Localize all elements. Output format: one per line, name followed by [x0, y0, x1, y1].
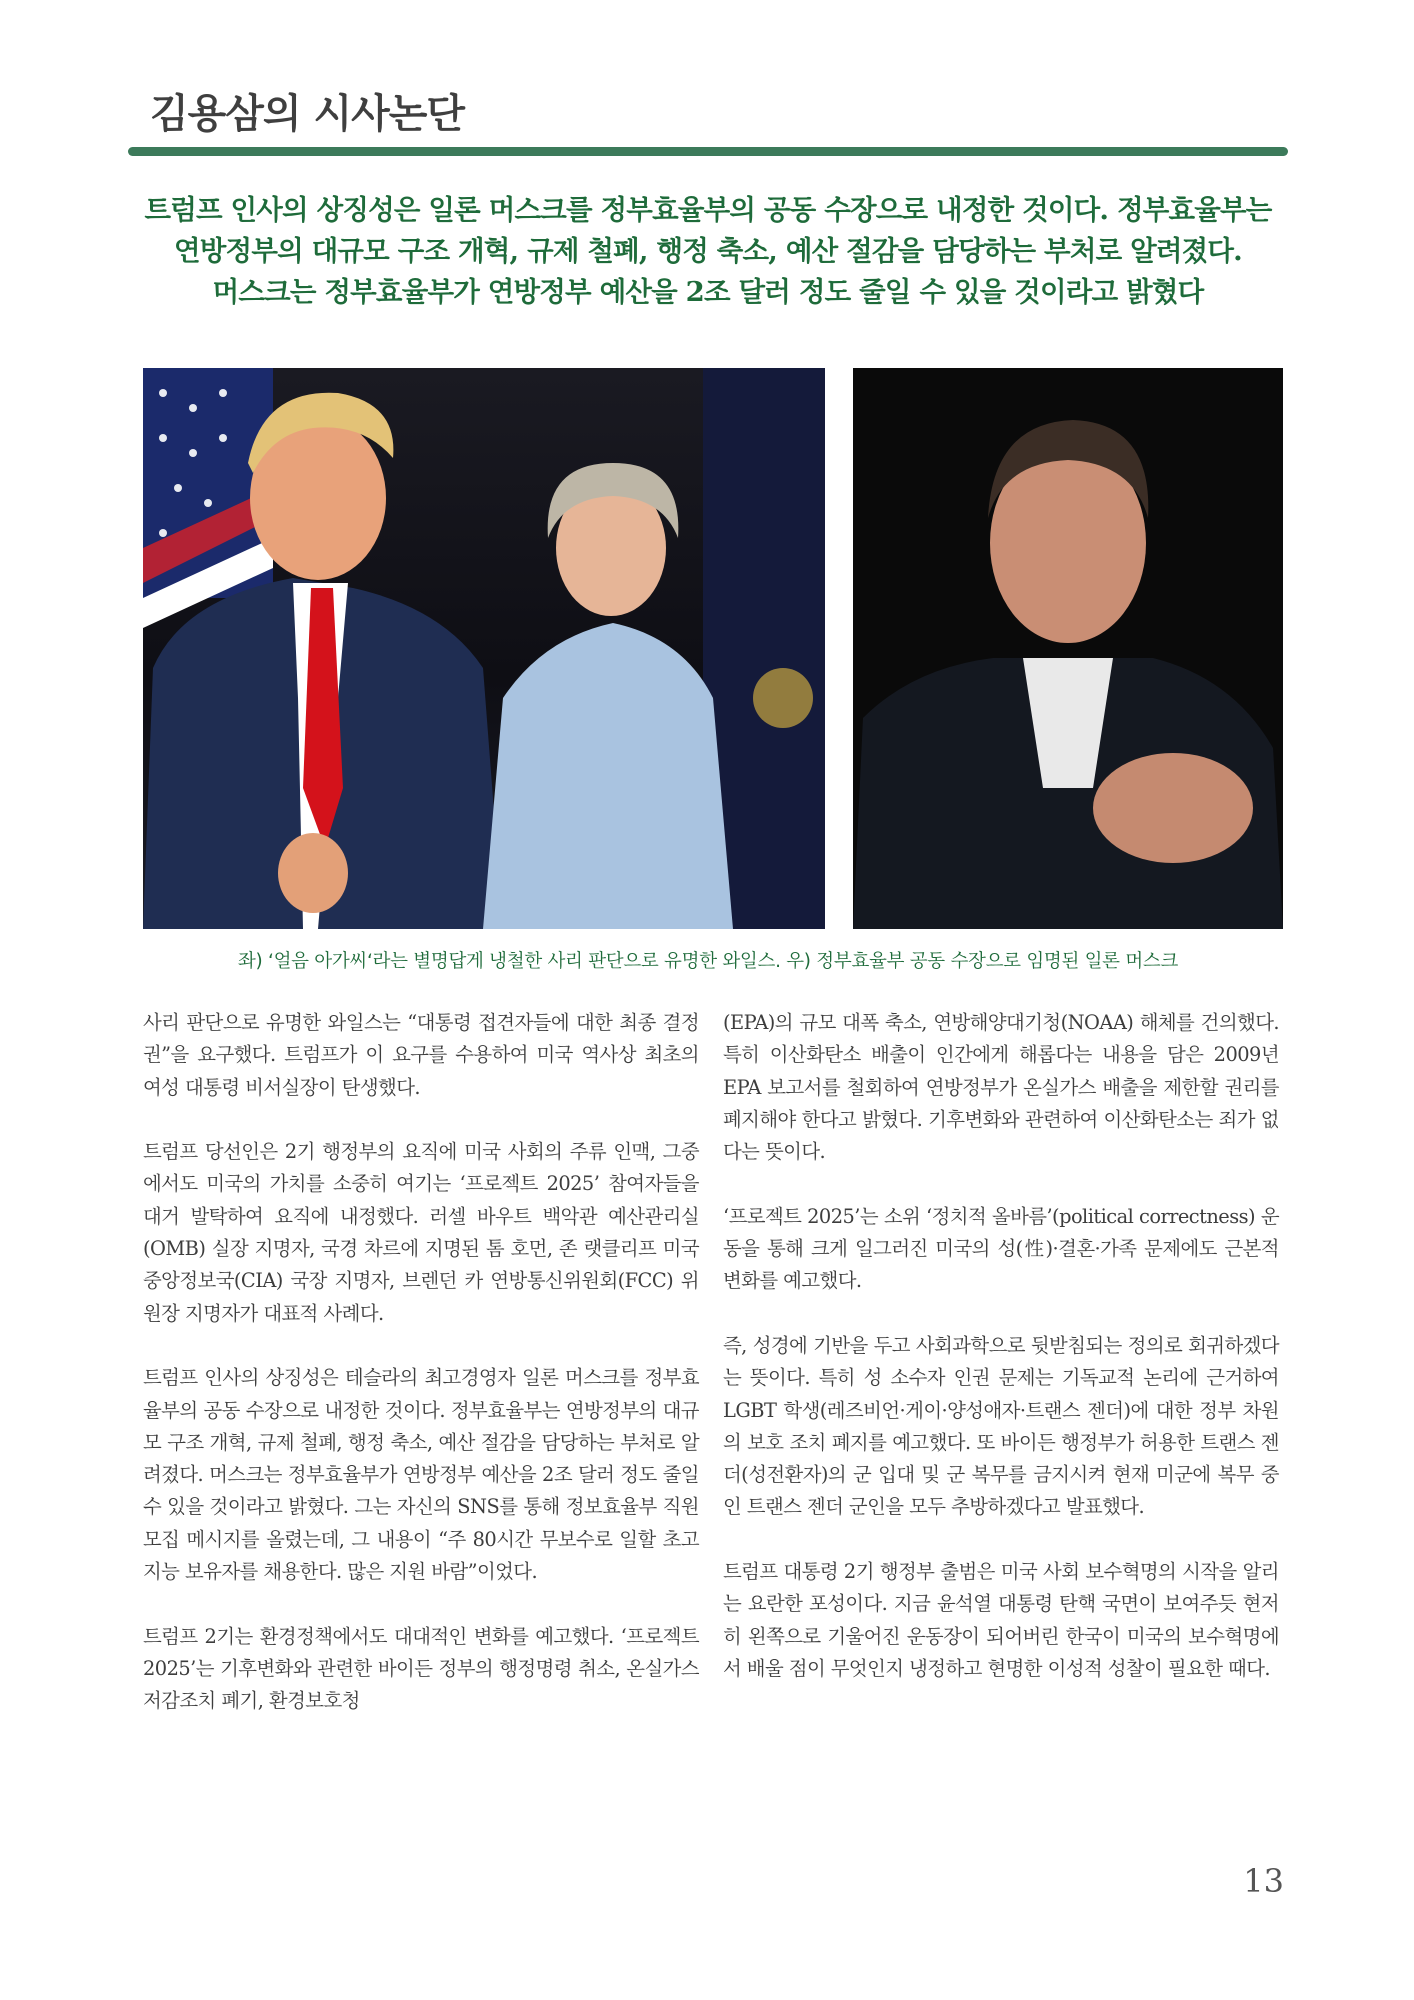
article-paragraph: 트럼프 당선인은 2기 행정부의 요직에 미국 사회의 주류 인맥, 그중에서도 미국의 가치를 소중히 여기는 ‘프로젝트 2025’ 참여자들을 대거 발탁하여 요직에 내정했다. 러셀 바우트 백악관 예산관리실(OMB) 실장 지명자, 국경 차르에 지명된 톰 호먼, 존 랫클리프 미국 중앙정보국(CIA) 국장 지명자, 브렌던 카 연방통신위원회(FCC) 위원장 지명자가 대표적 사례다.	[143, 1140, 699, 1325]
article-paragraph: ‘프로젝트 2025’는 소위 ‘정치적 올바름’(political correctness) 운동을 통해 크게 일그러진 미국의 성(性)·결혼·가족 문제에도 근본적 변화를 예고했다.	[723, 1204, 1279, 1293]
article-paragraph: (EPA)의 규모 대폭 축소, 연방해양대기청(NOAA) 해체를 건의했다. 특히 이산화탄소 배출이 인간에게 해롭다는 내용을 담은 2009년 EPA 보고서를 철회하여 연방정부가 온실가스 배출을 제한할 권리를 폐지해야 한다고 밝혔다. 기후변화와 관련하여 이산화탄소는 죄가 없다는 뜻이다.	[723, 1011, 1279, 1164]
lead-line: 연방정부의 대규모 구조 개혁, 규제 철폐, 행정 축소, 예산 절감을 담당하는 부처로 알려졌다.	[174, 235, 1242, 267]
article-column-right	[723, 1007, 1279, 1718]
lead-line: 트럼프 인사의 상징성은 일론 머스크를 정부효율부의 공동 수장으로 내정한 것이다. 정부효율부는	[144, 194, 1272, 226]
lead-summary	[128, 190, 1288, 313]
photo-trump-wiles-illustration	[143, 368, 825, 929]
article-paragraph: 트럼프 인사의 상징성은 테슬라의 최고경영자 일론 머스크를 정부효율부의 공동 수장으로 내정한 것이다. 정부효율부는 연방정부의 대규모 구조 개혁, 규제 철폐, 행정 축소, 예산 절감을 담당하는 부처로 알려졌다. 머스크는 정부효율부가 연방정부 예산을 2조 달러 정도 줄일 수 있을 것이라고 밝혔다. 그는 자신의 SNS를 통해 정보효율부 직원 모집 메시지를 올렸는데, 그 내용이 “주 80시간 무보수로 일할 초고지능 보유자를 채용한다. 많은 지원 바람”이었다.	[143, 1366, 699, 1584]
article-column-left	[143, 1007, 699, 1750]
article-paragraph: 트럼프 2기는 환경정책에서도 대대적인 변화를 예고했다. ‘프로젝트 2025’는 기후변화와 관련한 바이든 정부의 행정명령 취소, 온실가스 저감조치 폐기, 환경보호청	[143, 1624, 699, 1713]
photo-caption: 좌) ‘얼음 아가씨‘라는 별명답게 냉철한 사리 판단으로 유명한 와일스. 우) 정부효율부 공동 수장으로 임명된 일론 머스크	[237, 951, 1179, 972]
lead-line: 머스크는 정부효율부가 연방정부 예산을 2조 달러 정도 줄일 수 있을 것이라고 밝혔다	[212, 276, 1204, 308]
photo-musk-illustration	[853, 368, 1283, 929]
photo-trump-wiles	[143, 368, 825, 929]
article-paragraph: 트럼프 대통령 2기 행정부 출범은 미국 사회 보수혁명의 시작을 알리는 요란한 포성이다. 지금 윤석열 대통령 탄핵 국면이 보여주듯 현저히 왼쪽으로 기울어진 운동장이 되어버린 한국이 미국의 보수혁명에서 배울 점이 무엇인지 냉정하고 현명한 이성적 성찰이 필요한 때다.	[723, 1560, 1279, 1680]
article-paragraph: 사리 판단으로 유명한 와일스는 “대통령 접견자들에 대한 최종 결정권”을 요구했다. 트럼프가 이 요구를 수용하여 미국 역사상 최초의 여성 대통령 비서실장이 탄생했다.	[143, 1011, 699, 1099]
page-number: 13	[1243, 1862, 1284, 1900]
article-paragraph: 즉, 성경에 기반을 두고 사회과학으로 뒷받침되는 정의로 회귀하겠다는 뜻이다. 특히 성 소수자 인권 문제는 기독교적 논리에 근거하여 LGBT 학생(레즈비언·게이·양성애자·트랜스 젠더)에 대한 정부 차원의 보호 조치 폐지를 예고했다. 또 바이든 행정부가 허용한 트랜스 젠더(성전환자)의 군 입대 및 군 복무를 금지시켜 현재 미군에 복무 중인 트랜스 젠더 군인을 모두 추방하겠다고 발표했다.	[723, 1333, 1279, 1519]
header-divider	[128, 147, 1288, 156]
photo-musk	[853, 368, 1283, 929]
section-title: 김용삼의 시사논단	[150, 91, 465, 137]
